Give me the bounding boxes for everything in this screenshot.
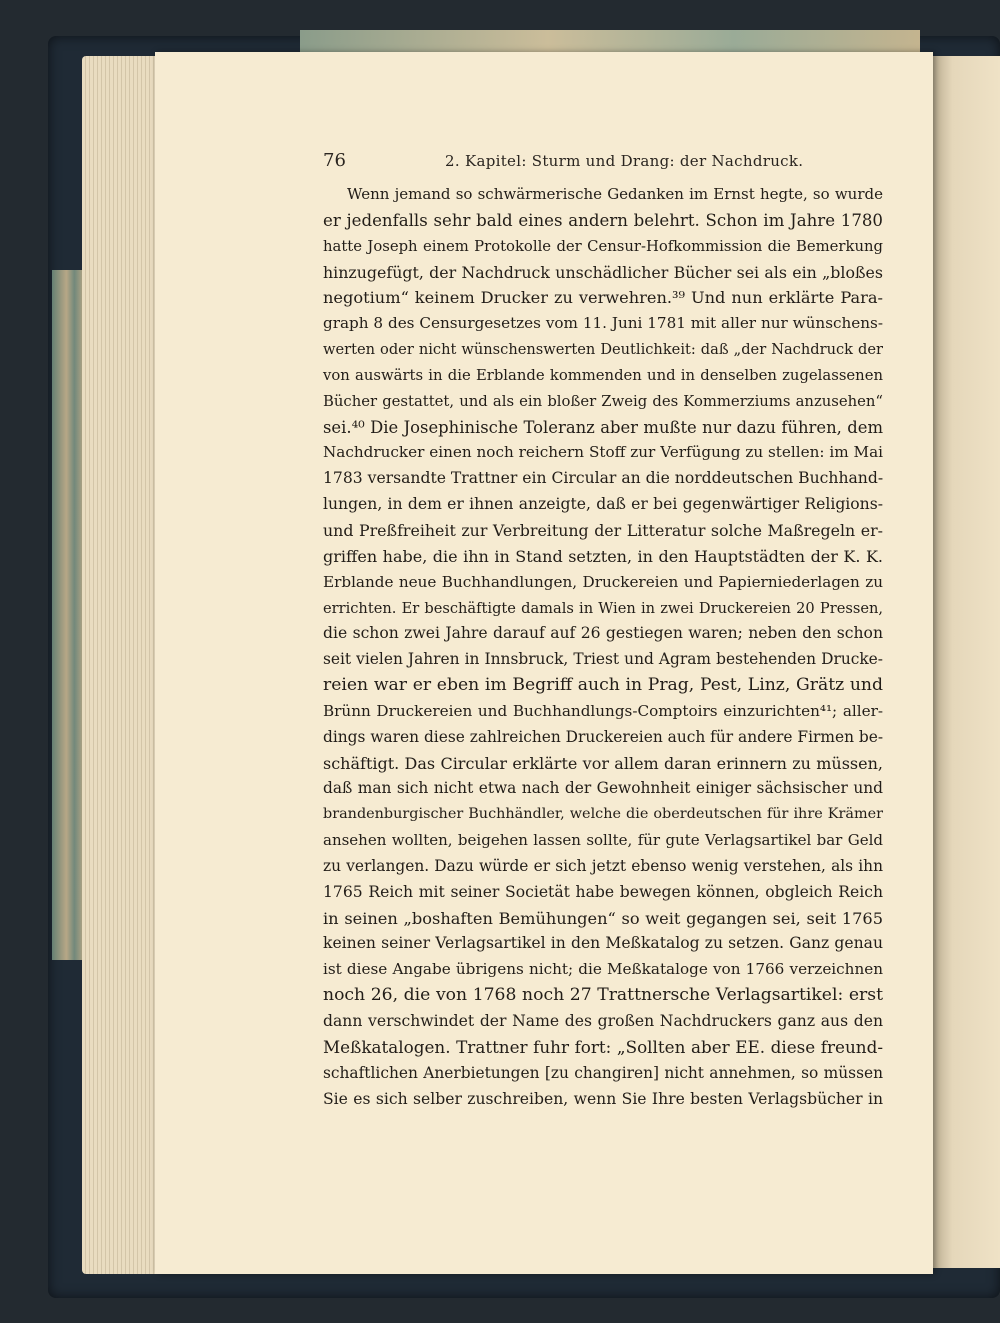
text-line: errichten. Er beschäftigte damals in Wien in zwei Druckereien 20 Pressen, <box>323 599 883 617</box>
text-line: schäftigt. Das Circular erklärte vor allem daran erinnern zu müssen, <box>323 753 883 773</box>
text-line: daß man sich nicht etwa nach der Gewohnheit einiger sächsischer und <box>323 779 883 798</box>
body-text <box>323 182 883 1112</box>
text-line: Erblande neue Buchhandlungen, Druckereien und Papierniederlagen zu <box>323 572 883 591</box>
text-line: ansehen wollten, beigehen lassen sollte, für gute Verlagsartikel bar Geld <box>323 831 883 850</box>
page-header <box>323 150 883 178</box>
text-line: 1783 versandte Trattner ein Circular an die norddeutschen Buchhand- <box>323 469 884 488</box>
text-line: zu verlangen. Dazu würde er sich jetzt ebenso wenig verstehen, als ihn <box>323 856 883 875</box>
text-line: seit vielen Jahren in Innsbruck, Triest und Agram bestehenden Drucke- <box>323 650 883 669</box>
text-line: werten oder nicht wünschenswerten Deutlichkeit: daß „der Nachdruck der <box>323 341 883 359</box>
text-line: brandenburgischer Buchhändler, welche die oberdeutschen für ihre Krämer <box>323 806 883 823</box>
text-line: lungen, in dem er ihnen anzeigte, daß er bei gegenwärtiger Religions- <box>323 495 883 514</box>
text-line: sei.⁴⁰ Die Josephinische Toleranz aber mußte nur dazu führen, dem <box>323 417 883 437</box>
text-line: in seinen „boshaften Bemühungen“ so weit gegangen sei, seit 1765 <box>323 908 883 928</box>
text-line: hatte Joseph einem Protokolle der Censur-Hofkommission die Bemerkung <box>323 237 883 255</box>
text-line: die schon zwei Jahre darauf auf 26 gestiegen waren; neben den schon <box>323 624 883 643</box>
text-line: Sie es sich selber zuschreiben, wenn Sie Ihre besten Verlagsbücher in <box>323 1089 883 1108</box>
text-line: Nachdrucker einen noch reichern Stoff zur Verfügung zu stellen: im Mai <box>323 443 883 462</box>
text-line: noch 26, die von 1768 noch 27 Trattnersche Verlagsartikel: erst <box>323 985 883 1006</box>
marbled-spine-strip <box>52 270 84 960</box>
text-line: dann verschwindet der Name des großen Nachdruckers ganz aus den <box>323 1012 883 1030</box>
text-line: keinen seiner Verlagsartikel in den Meßkatalog zu setzen. Ganz genau <box>323 934 883 953</box>
text-line: von auswärts in die Erblande kommenden und in denselben zugelassenen <box>323 366 883 384</box>
text-line: Bücher gestattet, und als ein bloßer Zweig des Kommerziums anzusehen“ <box>323 392 883 410</box>
text-line: reien war er eben im Begriff auch in Prag, Pest, Linz, Grätz und <box>323 675 883 696</box>
text-line: er jedenfalls sehr bald eines andern belehrt. Schon im Jahre 1780 <box>323 210 883 230</box>
facing-page-edge <box>932 56 1000 1268</box>
text-line: negotium“ keinem Drucker zu verwehren.³⁹ Und nun erklärte Para- <box>323 288 883 308</box>
text-line: Wenn jemand so schwärmerische Gedanken im Ernst hegte, so wurde <box>347 185 883 203</box>
page-number: 76 <box>323 150 346 171</box>
text-line: ist diese Angabe übrigens nicht; die Meßkataloge von 1766 verzeichnen <box>323 960 883 979</box>
page-edges <box>82 56 164 1274</box>
text-line: Meßkatalogen. Trattner fuhr fort: „Sollten aber EE. diese freund- <box>323 1036 883 1057</box>
running-head: 2. Kapitel: Sturm und Drang: der Nachdruck. <box>445 152 804 170</box>
text-line: hinzugefügt, der Nachdruck unschädlicher Bücher sei als ein „bloßes <box>323 262 883 282</box>
text-line: schaftlichen Anerbietungen [zu changiren] nicht annehmen, so müssen <box>323 1063 883 1082</box>
text-line: und Preßfreiheit zur Verbreitung der Litteratur solche Maßregeln er- <box>323 520 883 540</box>
text-line: dings waren diese zahlreichen Druckereien auch für andere Firmen be- <box>323 727 884 746</box>
text-line: Brünn Druckereien und Buchhandlungs-Comptoirs einzurichten⁴¹; aller- <box>323 701 883 720</box>
text-line: griffen habe, die ihn in Stand setzten, in den Hauptstädten der K. K. <box>323 546 883 566</box>
text-line: 1765 Reich mit seiner Societät habe bewegen können, obgleich Reich <box>323 882 883 901</box>
text-line: graph 8 des Censurgesetzes vom 11. Juni 1781 mit aller nur wünschens- <box>323 314 883 333</box>
